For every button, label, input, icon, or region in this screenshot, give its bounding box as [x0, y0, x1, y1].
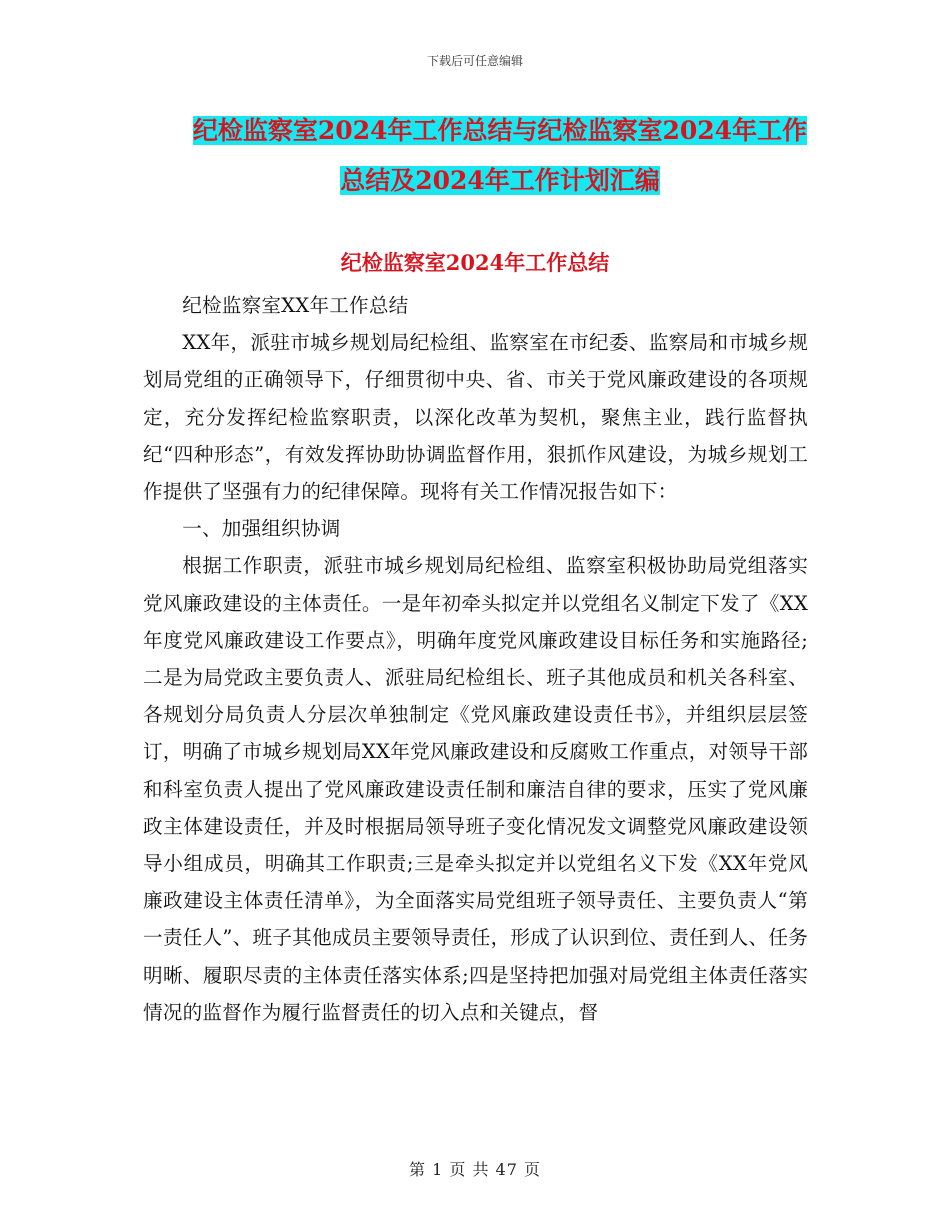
page-number-footer: 第 1 页 共 47 页 — [409, 1160, 541, 1179]
paragraph-intro: XX年，派驻市城乡规划局纪检组、监察室在市纪委、监察局和市城乡规划局党组的正确领导下，仔细贯彻中央、省、市关于党风廉政建设的各项规定，充分发挥纪检监察职责，以深化改革为契机，聚焦主业，践行监督执纪“四种形态”，有效发挥协助协调监督作用，狠抓作风建设，为城乡规划工作提供了坚强有力的纪律保障。现将有关工作情况报告如下： — [143, 331, 808, 504]
document-title — [190, 106, 810, 206]
document-body — [143, 287, 808, 1031]
page-header-note: 下载后可任意编辑 — [426, 54, 523, 68]
paragraph-subtitle: 纪检监察室XX年工作总结 — [182, 294, 409, 317]
section-title: 纪检监察室2024年工作总结 — [340, 250, 610, 275]
paragraph-body-1: 根据工作职责，派驻市城乡规划局纪检组、监察室积极协助局党组落实党风廉政建设的主体责任。一是年初牵头拟定并以党组名义制定下发了《XX年度党风廉政建设工作要点》，明确年度党风廉政建设目标任务和实施路径;二是为局党政主要负责人、派驻局纪检组长、班子其他成员和机关各科室、各规划分局负责人分层次单独制定《党风廉政建设责任书》，并组织层层签订，明确了市城乡规划局XX年党风廉政建设和反腐败工作重点，对领导干部和科室负责人提出了党风廉政建设责任制和廉洁自律的要求，压实了党风廉政主体建设责任，并及时根据局领导班子变化情况发文调整党风廉政建设领导小组成员，明确其工作职责;三是牵头拟定并以党组名义下发《XX年党风廉政建设主体责任清单》，为全面落实局党组班子领导责任、主要负责人“第一责任人”、班子其他成员主要领导责任，形成了认识到位、责任到人、任务明晰、履职尽责的主体责任落实体系;四是坚持把加强对局党组主体责任落实情况的监督作为履行监督责任的切入点和关键点，督 — [143, 554, 808, 1024]
document-title-text: 纪检监察室2024年工作总结与纪检监察室2024年工作总结及2024年工作计划汇编 — [192, 116, 808, 195]
paragraph-heading-1: 一、加强组织协调 — [182, 517, 341, 541]
